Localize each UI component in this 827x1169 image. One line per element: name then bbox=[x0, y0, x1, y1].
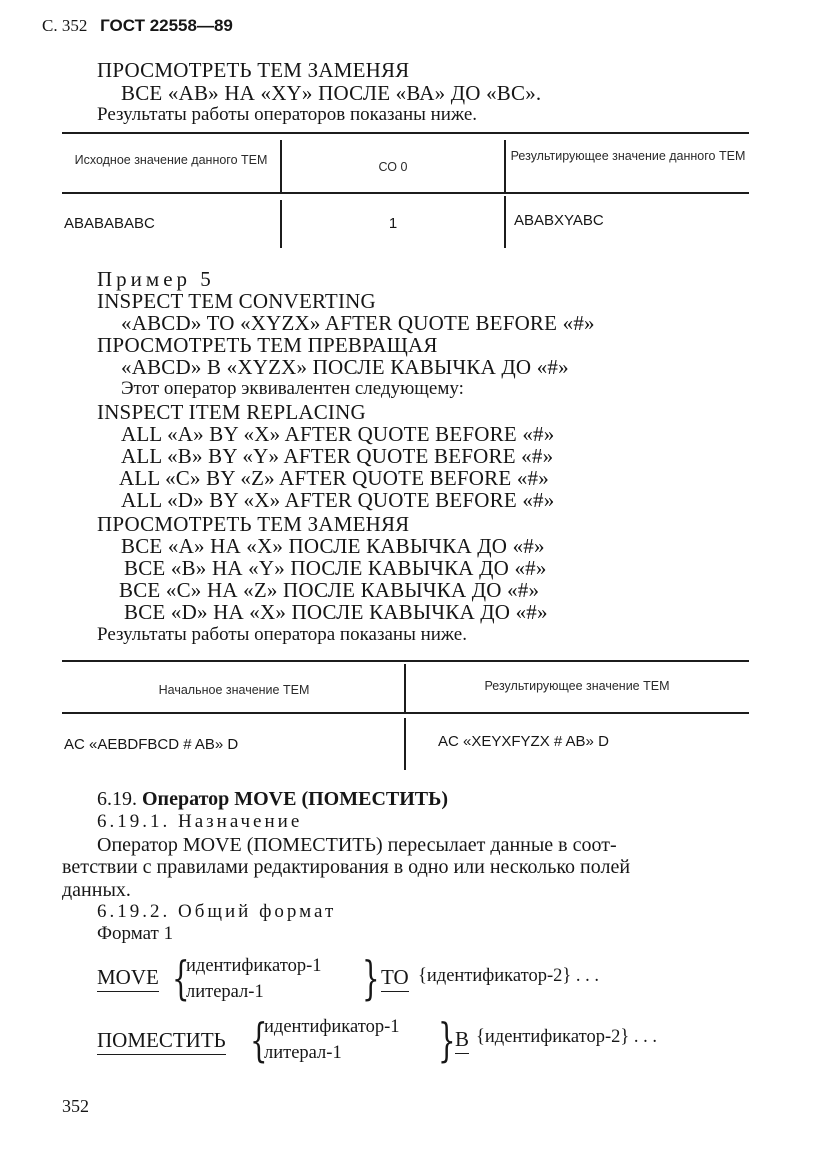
top-line-3: Результаты работы операторов показаны ниже. bbox=[97, 104, 478, 125]
table1-cell-source: ABABABABC bbox=[64, 215, 155, 232]
section-title: Оператор MOVE (ПОМЕСТИТЬ) bbox=[142, 788, 449, 810]
example-line: ВСЕ «С» НА «Z» ПОСЛЕ КАВЫЧКА ДО «#» bbox=[119, 578, 540, 602]
paragraph-line: Оператор MOVE (ПОМЕСТИТЬ) пересылает данные в соот- bbox=[97, 834, 617, 856]
example-line: ПРОСМОТРЕТЬ ТЕМ ПРЕВРАЩАЯ bbox=[97, 333, 438, 357]
format-label: Формат 1 bbox=[97, 923, 174, 944]
table1-header-rule bbox=[62, 192, 749, 194]
standard-number: ГОСТ 22558—89 bbox=[100, 16, 233, 35]
table1-header-source: Исходное значение данного ТЕМ bbox=[74, 153, 268, 167]
table2-top-rule bbox=[62, 660, 749, 662]
format-target: {идентификатор-2} . . . bbox=[476, 1027, 657, 1047]
paragraph-line: ветствии с правилами редактирования в одно или несколько полей bbox=[62, 856, 631, 878]
table2-cell-source: AC «AEBDFBCD # AB» D bbox=[64, 736, 239, 753]
format-alt-literal: литерал-1 bbox=[264, 1043, 342, 1063]
table1-divider-2 bbox=[504, 140, 506, 192]
page-prefix: С. 352 bbox=[42, 16, 88, 35]
example-line: ВСЕ «D» НА «Х» ПОСЛЕ КАВЫЧКА ДО «#» bbox=[124, 600, 548, 624]
format-alt-identifier: идентификатор-1 bbox=[264, 1017, 400, 1037]
section-heading bbox=[97, 788, 448, 811]
format-keyword-move: MOVE bbox=[97, 965, 159, 992]
example-line: ALL «A» BY «X» AFTER QUOTE BEFORE «#» bbox=[121, 422, 555, 446]
right-brace-icon: } bbox=[438, 1013, 456, 1067]
example-line: «ABCD» TO «XYZX» AFTER QUOTE BEFORE «#» bbox=[121, 311, 595, 335]
table1-header-result: Результирующее значение данного ТЕМ bbox=[510, 149, 746, 163]
table1-cell-result: ABABXYABC bbox=[514, 212, 604, 229]
example-line: ALL «D» BY «X» AFTER QUOTE BEFORE «#» bbox=[121, 488, 555, 512]
table2-header-rule bbox=[62, 712, 749, 714]
example-line: ПРОСМОТРЕТЬ ТЕМ ЗАМЕНЯЯ bbox=[97, 512, 410, 536]
format-target: {идентификатор-2} . . . bbox=[418, 966, 599, 986]
example-line: Этот оператор эквивалентен следующему: bbox=[121, 378, 464, 399]
top-line-1: ПРОСМОТРЕТЬ ТЕМ ЗАМЕНЯЯ bbox=[97, 58, 410, 82]
left-brace-icon: { bbox=[250, 1013, 268, 1067]
section-number: 6.19. bbox=[97, 788, 137, 810]
example-line: INSPECT ITEM REPLACING bbox=[97, 400, 366, 424]
table2-header-source: Начальное значение ТЕМ bbox=[158, 683, 310, 697]
example-line: INSPECT TEM CONVERTING bbox=[97, 289, 376, 313]
example-line: ВСЕ «В» НА «Y» ПОСЛЕ КАВЫЧКА ДО «#» bbox=[124, 556, 547, 580]
subsection-2: 6.19.2. Общий формат bbox=[97, 901, 337, 922]
paragraph-line: данных. bbox=[62, 879, 131, 901]
example-line: ALL «C» BY «Z» AFTER QUOTE BEFORE «#» bbox=[119, 466, 549, 490]
table2-header-result: Результирующее значение ТЕМ bbox=[484, 679, 670, 693]
example-line: Результаты работы оператора показаны ниже. bbox=[97, 624, 467, 645]
example-line: ВСЕ «А» НА «Х» ПОСЛЕ КАВЫЧКА ДО «#» bbox=[121, 534, 545, 558]
format-alt-identifier: идентификатор-1 bbox=[186, 956, 322, 976]
table1-divider-4 bbox=[504, 196, 506, 248]
format-keyword-to: TO bbox=[381, 965, 409, 992]
example-line: ALL «B» BY «Y» AFTER QUOTE BEFORE «#» bbox=[121, 444, 554, 468]
table2-divider-2 bbox=[404, 718, 406, 770]
top-line-2: ВСЕ «АВ» НА «XY» ПОСЛЕ «ВА» ДО «ВС». bbox=[121, 81, 542, 105]
format-keyword-pomestit: ПОМЕСТИТЬ bbox=[97, 1028, 226, 1055]
page-number: 352 bbox=[62, 1096, 89, 1116]
page-header bbox=[42, 16, 233, 36]
table2-cell-result: AC «XEYXFYZX # AB» D bbox=[438, 733, 609, 750]
format-keyword-v: В bbox=[455, 1027, 469, 1054]
subsection-1: 6.19.1. Назначение bbox=[97, 811, 303, 832]
example-title: Пример 5 bbox=[97, 267, 215, 291]
table1-top-rule bbox=[62, 132, 749, 134]
example-line: «ABCD» В «XYZX» ПОСЛЕ КАВЫЧКА ДО «#» bbox=[121, 355, 569, 379]
table1-header-count: СО 0 bbox=[378, 160, 408, 174]
right-brace-icon: } bbox=[362, 951, 380, 1005]
left-brace-icon: { bbox=[172, 951, 190, 1005]
format-alt-literal: литерал-1 bbox=[186, 982, 264, 1002]
table1-cell-count: 1 bbox=[388, 215, 398, 232]
